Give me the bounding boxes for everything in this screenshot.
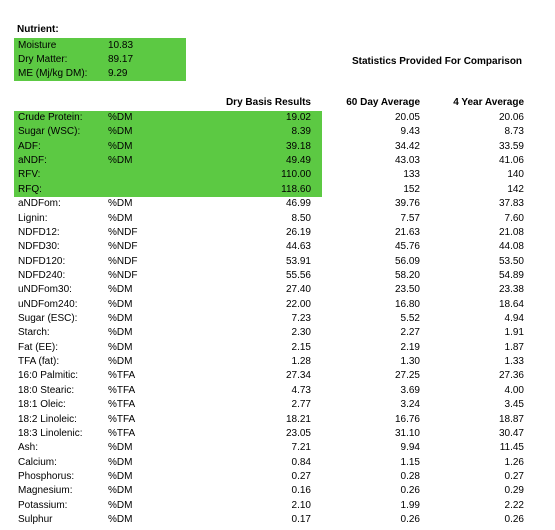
sixty-day-value: 0.26: [400, 514, 420, 526]
unit-cell: %TFA: [108, 399, 136, 411]
sixty-day-value: 45.76: [394, 241, 420, 253]
unit-cell: %NDF: [108, 269, 138, 281]
nutrient-label: NDFD120:: [18, 255, 66, 267]
header-60-day: 60 Day Average: [346, 97, 420, 108]
sixty-day-value: 34.42: [394, 140, 420, 152]
nutrient-label: RFV:: [18, 169, 41, 181]
four-year-value: 30.47: [498, 427, 524, 439]
unit-cell: %TFA: [108, 370, 136, 382]
sixty-day-value: 56.09: [394, 255, 420, 267]
sixty-day-value: 39.76: [394, 198, 420, 210]
unit-cell: %DM: [108, 356, 133, 368]
dry-basis-value: 55.56: [285, 269, 311, 281]
sixty-day-value: 43.03: [394, 155, 420, 167]
four-year-value: 1.87: [504, 341, 524, 353]
sixty-day-value: 1.15: [400, 456, 420, 468]
dry-basis-value: 18.21: [285, 413, 311, 425]
nutrient-label: uNDFom240:: [18, 298, 78, 310]
nutrient-label: Starch:: [18, 327, 50, 339]
table-row: [0, 484, 555, 498]
sixty-day-value: 31.10: [394, 427, 420, 439]
four-year-value: 1.26: [504, 456, 524, 468]
dry-basis-value: 118.60: [281, 183, 311, 195]
four-year-value: 4.94: [504, 313, 524, 325]
unit-cell: %DM: [108, 126, 133, 138]
summary-row-moisture: [14, 39, 186, 53]
four-year-value: 21.08: [498, 226, 524, 238]
sixty-day-value: 3.69: [400, 384, 420, 396]
four-year-value: 54.89: [498, 269, 524, 281]
table-row: [0, 441, 555, 455]
dry-basis-value: 44.63: [285, 241, 311, 253]
four-year-value: 8.73: [504, 126, 524, 138]
four-year-value: 11.45: [499, 442, 524, 454]
nutrient-label: aNDFom:: [18, 198, 61, 210]
sixty-day-value: 0.28: [400, 471, 420, 482]
table-row: [0, 226, 555, 240]
nutrient-label: 18:2 Linoleic:: [18, 413, 77, 425]
four-year-value: 33.59: [498, 140, 524, 152]
unit-cell: %DM: [108, 327, 133, 339]
four-year-value: 1.33: [504, 356, 524, 368]
sixty-day-value: 7.57: [400, 212, 420, 224]
table-row: [0, 240, 555, 254]
table-row: [0, 111, 555, 125]
unit-cell: %DM: [108, 485, 133, 497]
four-year-value: 142: [507, 183, 524, 195]
table-row: [0, 269, 555, 283]
sixty-day-value: 133: [403, 169, 420, 181]
table-row: [0, 283, 555, 297]
four-year-value: 0.26: [504, 514, 524, 526]
dry-basis-value: 2.30: [291, 327, 311, 339]
unit-cell: %DM: [108, 198, 133, 210]
summary-row-me: [14, 67, 186, 81]
nutrient-label: RFQ:: [18, 183, 42, 195]
unit-cell: %DM: [108, 442, 133, 454]
dry-basis-value: 23.05: [285, 427, 311, 439]
four-year-value: 3.45: [504, 399, 524, 411]
dry-basis-value: 19.02: [285, 112, 311, 123]
table-row: [0, 384, 555, 398]
sixty-day-value: 16.76: [394, 413, 420, 425]
table-row: [0, 499, 555, 513]
table-row: [0, 470, 555, 484]
table-row: [0, 183, 555, 197]
four-year-value: 20.06: [498, 112, 524, 123]
four-year-value: 44.08: [498, 241, 524, 253]
sixty-day-value: 58.20: [394, 269, 420, 281]
table-row: [0, 140, 555, 154]
four-year-value: 0.27: [504, 471, 524, 482]
four-year-value: 1.91: [504, 327, 524, 339]
sixty-day-value: 2.27: [400, 327, 420, 339]
nutrient-label: 16:0 Palmitic:: [18, 370, 79, 382]
table-row: [0, 326, 555, 340]
sixty-day-value: 20.05: [394, 112, 420, 123]
table-row: [0, 369, 555, 383]
table-row: [0, 427, 555, 441]
sixty-day-value: 5.52: [400, 313, 420, 325]
nutrient-label: Sulphur: [18, 514, 53, 526]
table-row: [0, 197, 555, 211]
table-row: [0, 154, 555, 168]
nutrient-label: Calcium:: [18, 456, 57, 468]
dry-basis-value: 53.91: [285, 255, 311, 267]
summary-value: 9.29: [108, 68, 128, 79]
unit-cell: %TFA: [108, 427, 136, 439]
table-row: [0, 298, 555, 312]
stats-caption: Statistics Provided For Comparison: [352, 56, 523, 67]
unit-cell: %TFA: [108, 384, 136, 396]
unit-cell: %DM: [108, 456, 133, 468]
unit-cell: %DM: [108, 313, 133, 325]
dry-basis-value: 46.99: [285, 198, 311, 210]
table-row: [0, 255, 555, 269]
table-row: [0, 168, 555, 182]
unit-cell: %DM: [108, 499, 133, 511]
unit-cell: %DM: [108, 112, 133, 123]
table-row: [0, 355, 555, 369]
dry-basis-value: 0.84: [291, 456, 311, 468]
unit-cell: %DM: [108, 341, 133, 353]
unit-cell: %DM: [108, 140, 133, 152]
sixty-day-value: 9.94: [400, 442, 420, 454]
table-row: [0, 456, 555, 470]
unit-cell: %DM: [108, 212, 133, 224]
summary-block: [14, 38, 186, 81]
dry-basis-value: 110.00: [281, 169, 311, 181]
dry-basis-value: 27.40: [285, 284, 311, 296]
dry-basis-value: 0.16: [291, 485, 311, 497]
dry-basis-value: 2.77: [291, 399, 311, 411]
summary-label: ME (Mj/kg DM):: [18, 68, 88, 79]
sixty-day-value: 0.26: [400, 485, 420, 497]
table-row: [0, 413, 555, 427]
sixty-day-value: 9.43: [400, 126, 420, 138]
four-year-value: 18.87: [498, 413, 524, 425]
dry-basis-value: 7.21: [291, 442, 311, 454]
dry-basis-value: 39.18: [285, 140, 311, 152]
nutrient-label: TFA (fat):: [18, 356, 60, 368]
nutrient-label: Ash:: [18, 442, 39, 454]
dry-basis-value: 4.73: [291, 384, 311, 396]
four-year-value: 0.29: [504, 485, 524, 497]
four-year-value: 7.60: [504, 212, 524, 224]
table-row: [0, 125, 555, 139]
four-year-value: 37.83: [498, 198, 524, 210]
table-row: [0, 212, 555, 226]
dry-basis-value: 2.15: [291, 341, 311, 353]
sixty-day-value: 152: [403, 183, 420, 195]
four-year-value: 41.06: [498, 155, 524, 167]
sixty-day-value: 1.30: [400, 356, 420, 368]
dry-basis-value: 8.50: [291, 212, 311, 224]
nutrient-label: 18:0 Stearic:: [18, 384, 75, 396]
unit-cell: %NDF: [108, 241, 138, 253]
unit-cell: %DM: [108, 471, 133, 482]
four-year-value: 23.38: [498, 284, 524, 296]
sixty-day-value: 27.25: [394, 370, 420, 382]
four-year-value: 140: [507, 169, 524, 181]
unit-cell: %DM: [108, 514, 133, 526]
four-year-value: 27.36: [498, 370, 524, 382]
unit-cell: %DM: [108, 298, 133, 310]
nutrient-label: uNDFom30:: [18, 284, 72, 296]
sixty-day-value: 21.63: [394, 226, 420, 238]
nutrient-label: Potassium:: [18, 499, 68, 511]
summary-label: Moisture: [18, 40, 57, 51]
dry-basis-value: 49.49: [285, 155, 311, 167]
nutrient-label: NDFD240:: [18, 269, 66, 281]
nutrient-label: 18:3 Linolenic:: [18, 427, 83, 439]
nutrient-label: NDFD30:: [18, 241, 60, 253]
sixty-day-value: 2.19: [400, 341, 420, 353]
table-row: [0, 513, 555, 527]
unit-cell: %DM: [108, 155, 133, 167]
nutrient-label: NDFD12:: [18, 226, 60, 238]
dry-basis-value: 0.27: [291, 471, 311, 482]
header-4-year: 4 Year Average: [453, 97, 524, 108]
four-year-value: 18.64: [498, 298, 524, 310]
dry-basis-value: 7.23: [291, 313, 311, 325]
nutrient-label: Magnesium:: [18, 485, 73, 497]
nutrient-label: Lignin:: [18, 212, 48, 224]
unit-cell: %NDF: [108, 255, 138, 267]
dry-basis-value: 27.34: [285, 370, 311, 382]
four-year-value: 4.00: [504, 384, 524, 396]
nutrient-label: aNDF:: [18, 155, 47, 167]
dry-basis-value: 22.00: [285, 298, 311, 310]
dry-basis-value: 8.39: [291, 126, 311, 138]
nutrient-label: 18:1 Oleic:: [18, 399, 66, 411]
four-year-value: 2.22: [504, 499, 524, 511]
summary-row-dry-matter: [14, 53, 186, 67]
summary-value: 10.83: [108, 40, 134, 51]
sixty-day-value: 16.80: [394, 298, 420, 310]
nutrient-label: Sugar (ESC):: [18, 313, 78, 325]
four-year-value: 53.50: [498, 255, 524, 267]
unit-cell: %NDF: [108, 226, 138, 238]
nutrient-label: Fat (EE):: [18, 341, 59, 353]
report-title: Nutrient:: [17, 24, 59, 35]
dry-basis-value: 2.10: [291, 499, 311, 511]
sixty-day-value: 3.24: [400, 399, 420, 411]
summary-label: Dry Matter:: [18, 54, 68, 65]
unit-cell: %TFA: [108, 413, 136, 425]
dry-basis-value: 26.19: [285, 226, 311, 238]
nutrient-label: Sugar (WSC):: [18, 126, 81, 138]
dry-basis-value: 1.28: [291, 356, 311, 368]
header-dry-basis: Dry Basis Results: [225, 97, 311, 108]
nutrient-label: Crude Protein:: [18, 112, 83, 123]
sixty-day-value: 1.99: [400, 499, 420, 511]
nutrient-label: Phosphorus:: [18, 471, 75, 482]
table-row: [0, 341, 555, 355]
table-row: [0, 398, 555, 412]
nutrient-label: ADF:: [18, 140, 41, 152]
dry-basis-value: 0.17: [291, 514, 311, 526]
unit-cell: %DM: [108, 284, 133, 296]
summary-value: 89.17: [108, 54, 134, 65]
table-row: [0, 312, 555, 326]
sixty-day-value: 23.50: [394, 284, 420, 296]
